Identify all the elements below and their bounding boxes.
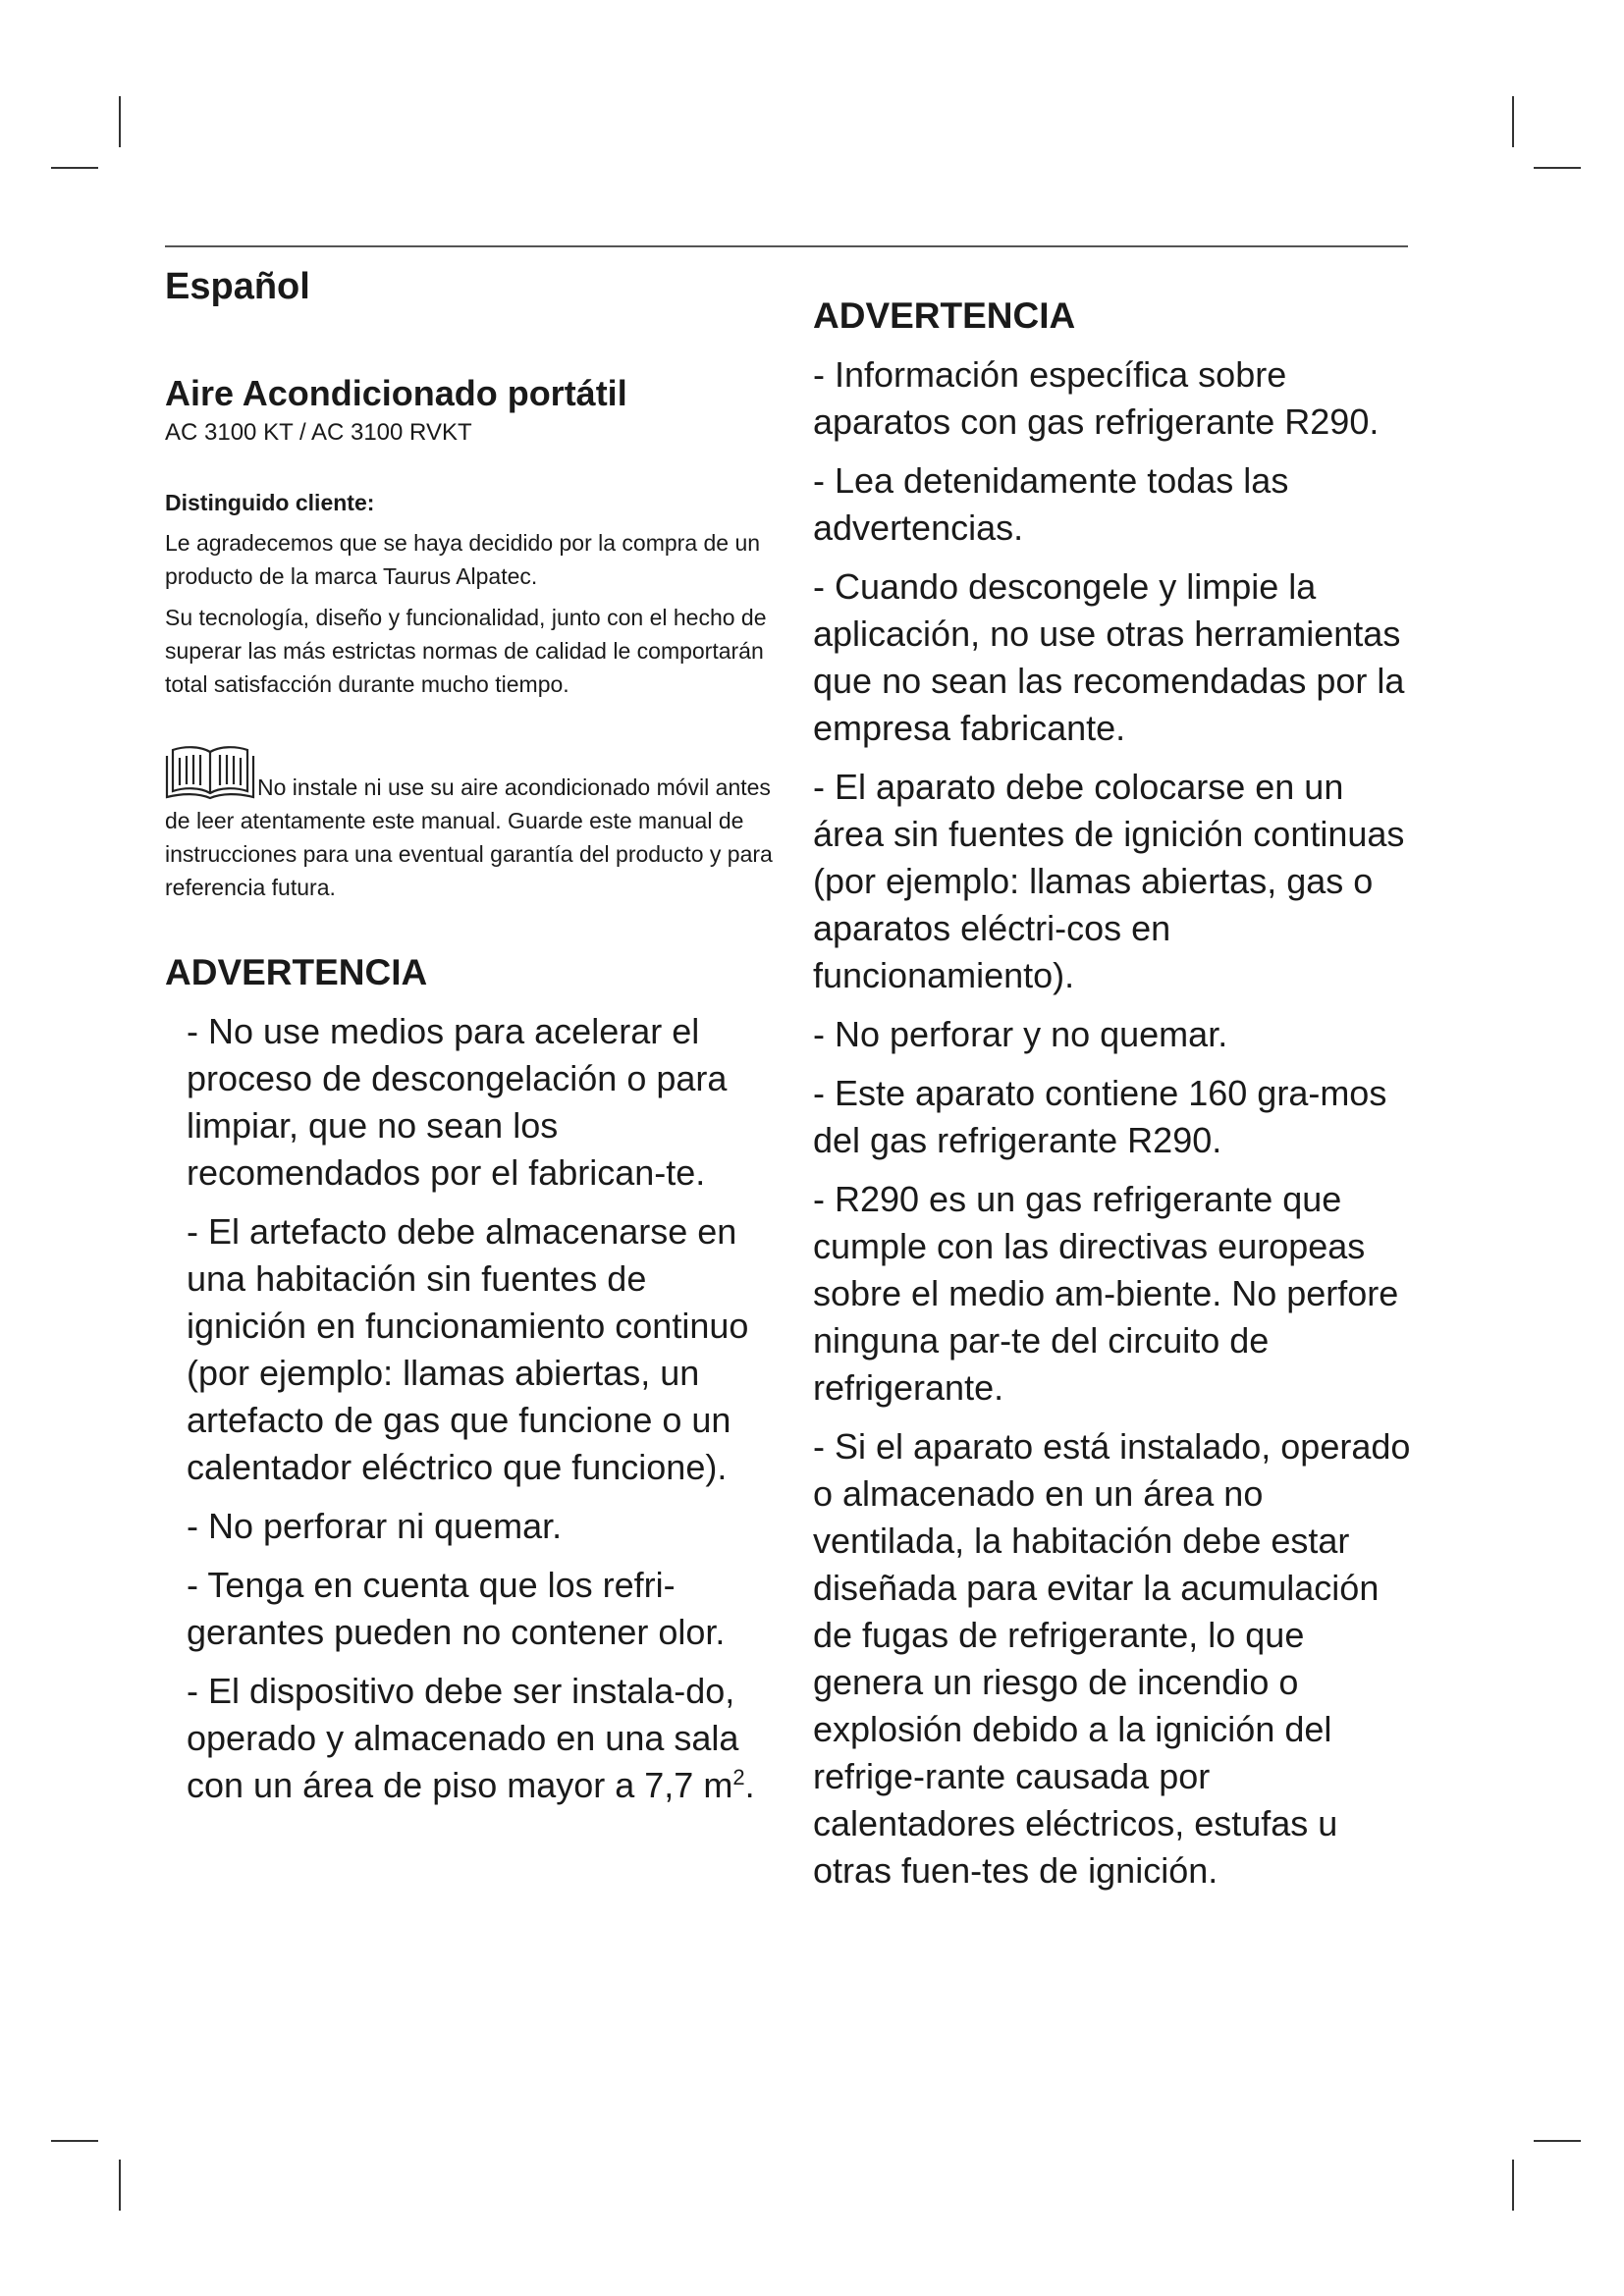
warning-item: - No perforar ni quemar. <box>187 1506 563 1547</box>
right-column <box>813 294 1412 1906</box>
notice-text: No instale ni use su aire acondicionado móvil antes de leer atentamente este manual. Guarde este manual de instrucciones para una eventual garantía del producto y para referencia futura. <box>165 774 773 900</box>
warning-item: - No use medios para acelerar el proceso de descongelación o para limpiar, que no sean los recomendados por el fabrican-te. <box>187 1011 728 1194</box>
greeting: Distinguido cliente: <box>165 489 375 515</box>
crop-mark-top-right-v <box>1512 96 1514 147</box>
warning-item: - El aparato debe colocarse en un área sin fuentes de ignición continuas (por ejemplo: llamas abiertas, gas o aparatos eléctri-cos en funcionamiento). <box>813 767 1405 996</box>
crop-mark-top-right-h <box>1534 167 1581 169</box>
warning-item: - Cuando descongele y limpie la aplicación, no use otras herramientas que no sean las recomendadas por la empresa fabricante. <box>813 566 1405 749</box>
crop-mark-bottom-left-v <box>119 2160 121 2211</box>
warning-item-end: . <box>744 1765 755 1806</box>
header-rule <box>165 245 1408 247</box>
warning-item-floor-area <box>187 1668 774 1809</box>
superscript: 2 <box>732 1765 745 1790</box>
warning-item: - No perforar y no quemar. <box>813 1014 1228 1055</box>
crop-mark-bottom-left-h <box>51 2140 98 2142</box>
crop-mark-bottom-right-v <box>1512 2160 1514 2211</box>
warning-item: - R290 es un gas refrigerante que cumple con las directivas europeas sobre el medio am-biente. No perfore ninguna par-te del circuito de refrigerante. <box>813 1179 1399 1409</box>
intro-paragraph: Su tecnología, diseño y funcionalidad, junto con el hecho de superar las más estrictas normas de calidad le comportarán total satisfacción durante mucho tiempo. <box>165 604 767 697</box>
warning-item: - Información específica sobre aparatos con gas refrigerante R290. <box>813 354 1380 443</box>
intro-paragraph: Le agradecemos que se haya decidido por la compra de un producto de la marca Taurus Alpatec. <box>165 529 761 589</box>
manual-notice <box>165 742 774 904</box>
warning-list-right <box>813 351 1412 1895</box>
warning-item-text: - El dispositivo debe ser instala-do, operado y almacenado en una sala con un área de piso mayor a 7,7 m <box>187 1671 739 1806</box>
left-column <box>165 253 774 1821</box>
product-title: Aire Acondicionado portátil <box>165 373 627 414</box>
warning-item: - Si el aparato está instalado, operado o almacenado en un área no ventilada, la habitación debe estar diseñada para evitar la acumulación de fugas de refrigerante, lo que genera un riesgo de incendio o explosión debido a la ignición del refrige-rante causada por calentadores eléctricos, estufas u otras fuen-tes de ignición. <box>813 1426 1411 1892</box>
warning-item: - Lea detenidamente todas las advertencias. <box>813 460 1289 549</box>
language-heading: Español <box>165 266 310 307</box>
warning-item: - Este aparato contiene 160 gra-mos del gas refrigerante R290. <box>813 1073 1387 1161</box>
crop-mark-top-left-h <box>51 167 98 169</box>
open-book-icon <box>165 742 255 801</box>
warning-list-left <box>187 1008 774 1809</box>
crop-mark-bottom-right-h <box>1534 2140 1581 2142</box>
model-numbers: AC 3100 KT / AC 3100 RVKT <box>165 418 472 446</box>
warning-item: - El artefacto debe almacenarse en una habitación sin fuentes de ignición en funcionamiento continuo (por ejemplo: llamas abiertas, un artefacto de gas que funcione o un calentador eléctrico que funcione). <box>187 1211 749 1488</box>
warning-heading: ADVERTENCIA <box>165 951 428 992</box>
warning-heading: ADVERTENCIA <box>813 295 1076 336</box>
crop-mark-top-left-v <box>119 96 121 147</box>
warning-item: - Tenga en cuenta que los refri-gerantes pueden no contener olor. <box>187 1565 726 1653</box>
